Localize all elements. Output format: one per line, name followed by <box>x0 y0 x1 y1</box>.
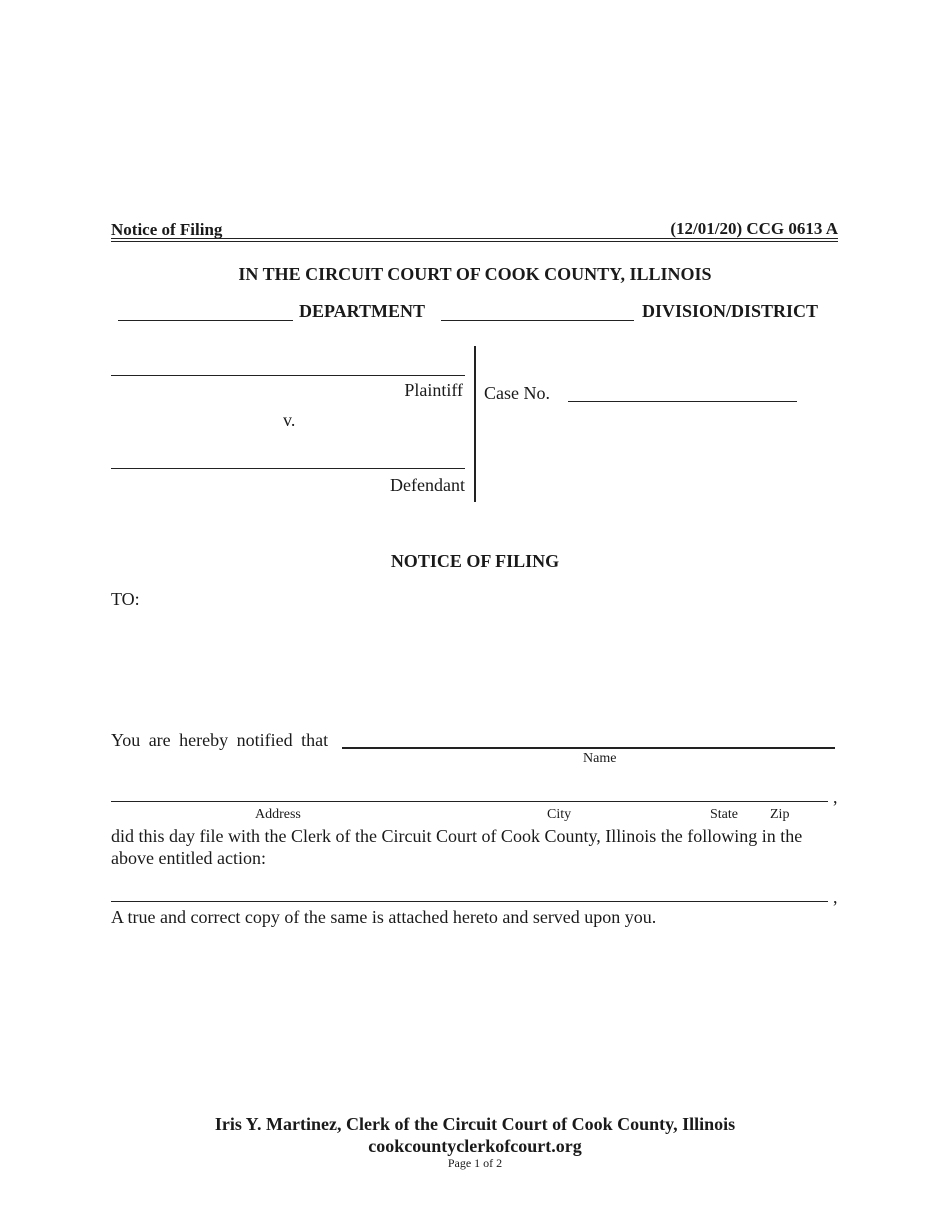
notice-heading: NOTICE OF FILING <box>390 551 560 571</box>
zip-label: Zip <box>770 807 790 822</box>
name-label: Name <box>583 751 617 766</box>
state-label: State <box>710 807 738 822</box>
court-title: IN THE CIRCUIT COURT OF COOK COUNTY, ILLINOIS <box>238 264 712 284</box>
notified-text: You are hereby notified that <box>111 730 329 750</box>
department-field[interactable] <box>118 320 293 321</box>
caption-divider <box>474 346 476 502</box>
department-label: DEPARTMENT <box>299 301 426 321</box>
address-field[interactable] <box>111 801 828 802</box>
header-rule-bottom <box>111 241 838 242</box>
city-label: City <box>547 807 572 822</box>
form-title: Notice of Filing <box>111 220 223 239</box>
header-rule-top <box>111 238 838 239</box>
case-no-label: Case No. <box>484 383 550 403</box>
clerk-name: Iris Y. Martinez, Clerk of the Circuit Court of Cook County, Illinois <box>214 1114 736 1134</box>
division-field[interactable] <box>441 320 634 321</box>
documents-field[interactable] <box>111 901 828 902</box>
filed-text-line2: above entitled action: <box>111 848 266 868</box>
versus-label: v. <box>283 410 296 430</box>
address-label: Address <box>255 807 301 822</box>
defendant-label: Defendant <box>390 475 465 495</box>
page-number: Page 1 of 2 <box>447 1156 503 1170</box>
name-field[interactable] <box>342 747 835 749</box>
plaintiff-label: Plaintiff <box>404 380 463 400</box>
division-label: DIVISION/DISTRICT <box>642 301 819 321</box>
form-code: (12/01/20) CCG 0613 A <box>670 219 838 238</box>
copy-statement: A true and correct copy of the same is attached hereto and served upon you. <box>111 907 657 927</box>
comma: , <box>833 887 838 907</box>
case-no-field[interactable] <box>568 401 797 402</box>
comma: , <box>833 787 838 807</box>
to-label: TO: <box>111 589 140 609</box>
plaintiff-field[interactable] <box>111 375 465 376</box>
defendant-field[interactable] <box>111 468 465 469</box>
filed-text-line1: did this day file with the Clerk of the Circuit Court of Cook County, Illinois the following in the <box>111 826 803 846</box>
clerk-website: cookcountyclerkofcourt.org <box>368 1136 582 1156</box>
